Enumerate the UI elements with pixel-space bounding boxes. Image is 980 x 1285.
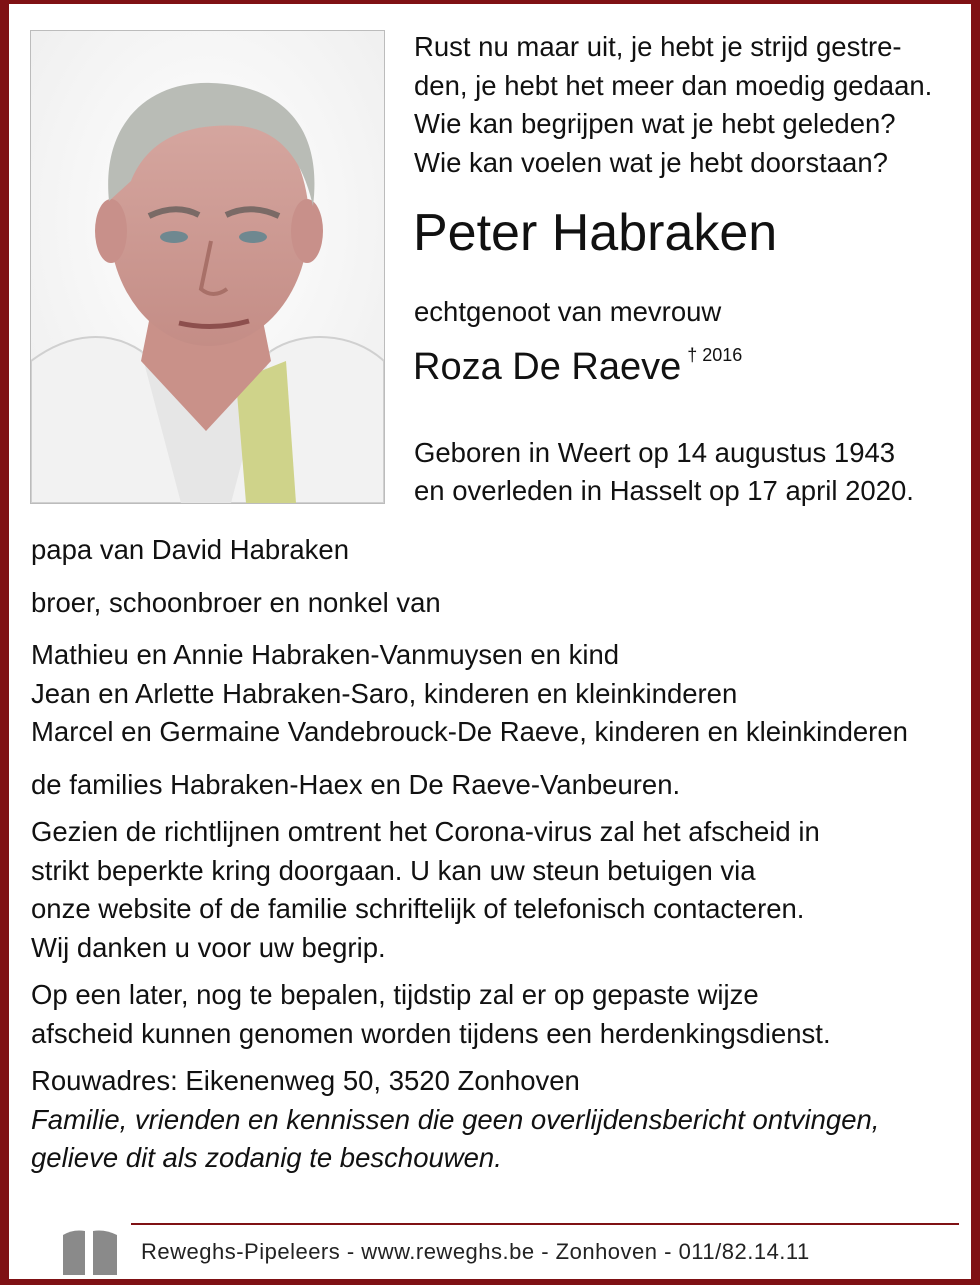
spouse-name-line	[413, 342, 742, 398]
later-notice-line: Op een later, nog te bepalen, tijdstip zal er op gepaste wijze	[31, 979, 759, 1010]
footer-contact: Reweghs-Pipeleers - www.reweghs.be - Zonhoven - 011/82.14.11	[141, 1239, 810, 1264]
poem-line: Wie kan voelen wat je hebt doorstaan?	[414, 146, 888, 178]
death-line: en overleden in Hasselt op 17 april 2020.	[414, 475, 914, 506]
later-notice-line: afscheid kunnen genomen worden tijdens een herdenkingsdienst.	[31, 1017, 831, 1049]
sibling-intro: broer, schoonbroer en nonkel van	[31, 586, 441, 618]
poem	[414, 28, 974, 182]
footer-divider	[131, 1223, 959, 1225]
families: de families Habraken-Haex en De Raeve-Vanbeuren.	[31, 768, 681, 800]
spouse-death-mark: † 2016	[687, 345, 743, 365]
father-of: papa van David Habraken	[31, 534, 349, 565]
footer	[59, 1221, 959, 1275]
poem-line: den, je hebt het meer dan moedig gedaan.	[414, 69, 933, 101]
spouse-name: Roza De Raeve	[413, 346, 682, 388]
sibling-line: Marcel en Germaine Vandebrouck-De Raeve, kinderen en kleinkinderen	[31, 716, 908, 747]
birth-death-info	[414, 434, 914, 510]
poem-line: Wie kan begrijpen wat je hebt geleden?	[414, 108, 896, 139]
spouse-intro: echtgenoot van mevrouw	[414, 296, 722, 327]
closing-line: Familie, vrienden en kennissen die geen overlijdensbericht ontvingen,	[31, 1103, 880, 1135]
corona-notice-line: Wij danken u voor uw begrip.	[31, 931, 386, 963]
corona-notice-line: strikt beperkte kring doorgaan. U kan uw steun betuigen via	[31, 854, 756, 886]
closing-line: gelieve dit als zodanig te beschouwen.	[31, 1142, 502, 1173]
portrait-illustration	[31, 31, 384, 503]
poem-line: Rust nu maar uit, je hebt je strijd gestre-	[414, 31, 902, 62]
sibling-line: Jean en Arlette Habraken-Saro, kinderen en kleinkinderen	[31, 677, 738, 709]
deceased-name: Peter Habraken	[413, 204, 778, 262]
portrait-photo	[30, 30, 385, 504]
funeral-home-logo-icon	[59, 1221, 121, 1275]
corona-notice-line: Gezien de richtlijnen omtrent het Corona-virus zal het afscheid in	[31, 816, 820, 847]
mourning-address: Rouwadres: Eikenenweg 50, 3520 Zonhoven	[31, 1065, 580, 1096]
sibling-line: Mathieu en Annie Habraken-Vanmuysen en kind	[31, 639, 620, 670]
obituary-body	[31, 531, 971, 1178]
corona-notice-line: onze website of de familie schriftelijk of telefonisch contacteren.	[31, 893, 805, 924]
birth-line: Geboren in Weert op 14 augustus 1943	[414, 437, 896, 468]
